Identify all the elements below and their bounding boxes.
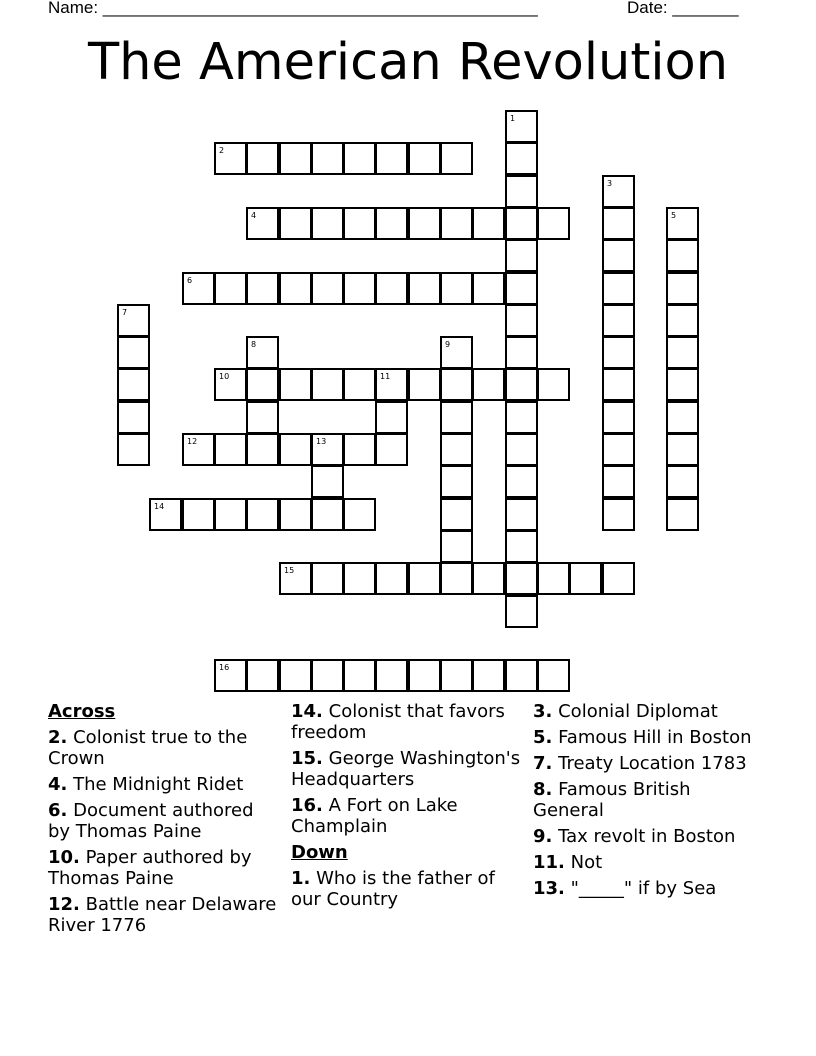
grid-cell[interactable] [505, 175, 538, 208]
clue-number: 1 [510, 114, 516, 123]
grid-cell[interactable] [537, 207, 570, 240]
grid-cell[interactable] [246, 207, 279, 240]
grid-cell[interactable] [375, 368, 408, 401]
clue-across-10: 10. Paper authored by Thomas Paine [48, 847, 252, 889]
clue-down-1: 1. Who is the father of our Country [291, 868, 495, 910]
grid-cell[interactable] [311, 368, 344, 401]
grid-cell[interactable] [408, 659, 441, 692]
grid-cell[interactable] [117, 336, 150, 369]
clue-number: 3 [607, 179, 613, 188]
grid-cell[interactable] [408, 272, 441, 305]
clue-down-8: 8. Famous British General [533, 779, 691, 821]
grid-cell[interactable] [537, 368, 570, 401]
clue-number: 2 [219, 146, 225, 155]
clue-across-16: 16. A Fort on Lake Champlain [291, 795, 458, 837]
clue-number: 9 [445, 340, 451, 349]
grid-cell[interactable] [666, 207, 699, 240]
grid-cell[interactable] [505, 530, 538, 563]
clue-number: 16 [219, 663, 230, 672]
down-heading: Down [291, 842, 348, 863]
grid-cell[interactable] [440, 498, 473, 531]
grid-cell[interactable] [311, 659, 344, 692]
grid-cell[interactable] [246, 498, 279, 531]
grid-cell[interactable] [343, 207, 376, 240]
grid-cell[interactable] [537, 659, 570, 692]
grid-cell[interactable] [440, 207, 473, 240]
clue-down-5: 5. Famous Hill in Boston [533, 727, 752, 748]
grid-cell[interactable] [311, 142, 344, 175]
grid-cell[interactable] [505, 659, 538, 692]
clue-down-7: 7. Treaty Location 1783 [533, 753, 747, 774]
across-heading: Across [48, 701, 116, 722]
grid-cell[interactable] [246, 142, 279, 175]
clue-down-3: 3. Colonial Diplomat [533, 701, 718, 722]
grid-cell[interactable] [343, 142, 376, 175]
grid-cell[interactable] [569, 562, 602, 595]
grid-cell[interactable] [602, 239, 635, 272]
grid-cell[interactable] [505, 110, 538, 143]
grid-cell[interactable] [505, 142, 538, 175]
date-field-label: Date: _______ [627, 0, 739, 17]
grid-cell[interactable] [375, 433, 408, 466]
clue-number: 8 [251, 340, 257, 349]
grid-cell[interactable] [505, 239, 538, 272]
grid-cell[interactable] [408, 142, 441, 175]
grid-cell[interactable] [279, 142, 312, 175]
grid-cell[interactable] [246, 272, 279, 305]
grid-cell[interactable] [472, 207, 505, 240]
grid-cell[interactable] [408, 562, 441, 595]
clue-down-13: 13. "_____" if by Sea [533, 878, 717, 899]
grid-cell[interactable] [602, 401, 635, 434]
clue-column-2 [291, 701, 523, 915]
grid-cell[interactable] [182, 433, 215, 466]
grid-cell[interactable] [602, 498, 635, 531]
grid-cell[interactable] [505, 304, 538, 337]
grid-cell[interactable] [149, 498, 182, 531]
clue-number: 13 [316, 437, 327, 446]
grid-cell[interactable] [279, 562, 312, 595]
grid-cell[interactable] [505, 595, 538, 628]
grid-cell[interactable] [375, 142, 408, 175]
grid-cell[interactable] [279, 498, 312, 531]
clue-down-11: 11. Not [533, 852, 603, 873]
grid-cell[interactable] [214, 368, 247, 401]
grid-cell[interactable] [246, 336, 279, 369]
grid-cell[interactable] [666, 498, 699, 531]
grid-cell[interactable] [311, 562, 344, 595]
grid-cell[interactable] [505, 498, 538, 531]
grid-cell[interactable] [505, 336, 538, 369]
clue-column-3 [533, 701, 765, 904]
grid-cell[interactable] [311, 433, 344, 466]
grid-cell[interactable] [505, 401, 538, 434]
puzzle-title: The American Revolution [87, 33, 729, 92]
grid-cell[interactable] [279, 272, 312, 305]
grid-cell[interactable] [343, 498, 376, 531]
clue-across-6: 6. Document authored by Thomas Paine [48, 800, 254, 842]
clue-down-9: 9. Tax revolt in Boston [533, 826, 736, 847]
grid-cell[interactable] [117, 304, 150, 337]
grid-cell[interactable] [375, 207, 408, 240]
clue-number: 15 [284, 566, 295, 575]
grid-cell[interactable] [343, 433, 376, 466]
grid-cell[interactable] [375, 659, 408, 692]
grid-cell[interactable] [602, 368, 635, 401]
grid-cell[interactable] [602, 304, 635, 337]
grid-cell[interactable] [440, 336, 473, 369]
grid-cell[interactable] [408, 368, 441, 401]
clue-across-12: 12. Battle near Delaware River 1776 [48, 894, 277, 936]
grid-cell[interactable] [279, 659, 312, 692]
grid-cell[interactable] [117, 401, 150, 434]
grid-cell[interactable] [440, 659, 473, 692]
clue-across-2: 2. Colonist true to the Crown [48, 727, 248, 769]
grid-cell[interactable] [440, 562, 473, 595]
grid-cell[interactable] [214, 498, 247, 531]
grid-cell[interactable] [246, 368, 279, 401]
grid-cell[interactable] [505, 433, 538, 466]
grid-cell[interactable] [311, 465, 344, 498]
grid-cell[interactable] [375, 401, 408, 434]
grid-cell[interactable] [472, 659, 505, 692]
grid-cell[interactable] [182, 498, 215, 531]
grid-cell[interactable] [343, 272, 376, 305]
grid-cell[interactable] [666, 368, 699, 401]
grid-cell[interactable] [343, 562, 376, 595]
clue-number: 12 [187, 437, 198, 446]
grid-cell[interactable] [666, 304, 699, 337]
grid-cell[interactable] [246, 401, 279, 434]
grid-cell[interactable] [666, 272, 699, 305]
grid-cell[interactable] [343, 659, 376, 692]
grid-cell[interactable] [279, 433, 312, 466]
clue-number: 6 [187, 276, 193, 285]
grid-cell[interactable] [375, 272, 408, 305]
clue-column-1 [48, 701, 280, 941]
grid-cell[interactable] [472, 272, 505, 305]
grid-cell[interactable] [440, 530, 473, 563]
clue-across-15: 15. George Washington's Headquarters [291, 748, 521, 790]
grid-cell[interactable] [343, 368, 376, 401]
clue-across-14: 14. Colonist that favors freedom [291, 701, 505, 743]
grid-cell[interactable] [182, 272, 215, 305]
grid-cell[interactable] [666, 239, 699, 272]
grid-cell[interactable] [505, 272, 538, 305]
grid-cell[interactable] [472, 562, 505, 595]
grid-cell[interactable] [666, 433, 699, 466]
name-field-label: Name: ______________________________________________ [48, 0, 538, 17]
grid-cell[interactable] [666, 465, 699, 498]
grid-cell[interactable] [602, 336, 635, 369]
grid-cell[interactable] [440, 465, 473, 498]
grid-cell[interactable] [246, 433, 279, 466]
clue-across-4: 4. The Midnight Ridet [48, 774, 244, 795]
clue-number: 7 [122, 308, 128, 317]
grid-cell[interactable] [246, 659, 279, 692]
grid-cell[interactable] [214, 433, 247, 466]
grid-cell[interactable] [505, 562, 538, 595]
clue-number: 14 [154, 502, 165, 511]
grid-cell[interactable] [214, 659, 247, 692]
grid-cell[interactable] [311, 498, 344, 531]
grid-cell[interactable] [602, 175, 635, 208]
grid-cell[interactable] [117, 433, 150, 466]
grid-cell[interactable] [440, 272, 473, 305]
grid-cell[interactable] [408, 207, 441, 240]
grid-cell[interactable] [602, 272, 635, 305]
grid-cell[interactable] [440, 433, 473, 466]
grid-cell[interactable] [472, 368, 505, 401]
grid-cell[interactable] [117, 368, 150, 401]
grid-cell[interactable] [505, 368, 538, 401]
grid-cell[interactable] [505, 207, 538, 240]
grid-cell[interactable] [602, 433, 635, 466]
grid-cell[interactable] [602, 562, 635, 595]
grid-cell[interactable] [279, 207, 312, 240]
grid-cell[interactable] [311, 272, 344, 305]
grid-cell[interactable] [505, 465, 538, 498]
clue-number: 4 [251, 211, 257, 220]
clue-number: 5 [671, 211, 677, 220]
grid-cell[interactable] [214, 272, 247, 305]
grid-cell[interactable] [214, 142, 247, 175]
grid-cell[interactable] [440, 368, 473, 401]
grid-cell[interactable] [311, 207, 344, 240]
grid-cell[interactable] [537, 562, 570, 595]
grid-cell[interactable] [279, 368, 312, 401]
grid-cell[interactable] [666, 336, 699, 369]
clue-number: 10 [219, 372, 230, 381]
grid-cell[interactable] [666, 401, 699, 434]
grid-cell[interactable] [602, 207, 635, 240]
grid-cell[interactable] [440, 401, 473, 434]
grid-cell[interactable] [440, 142, 473, 175]
grid-cell[interactable] [375, 562, 408, 595]
grid-cell[interactable] [602, 465, 635, 498]
clue-number: 11 [380, 372, 391, 381]
